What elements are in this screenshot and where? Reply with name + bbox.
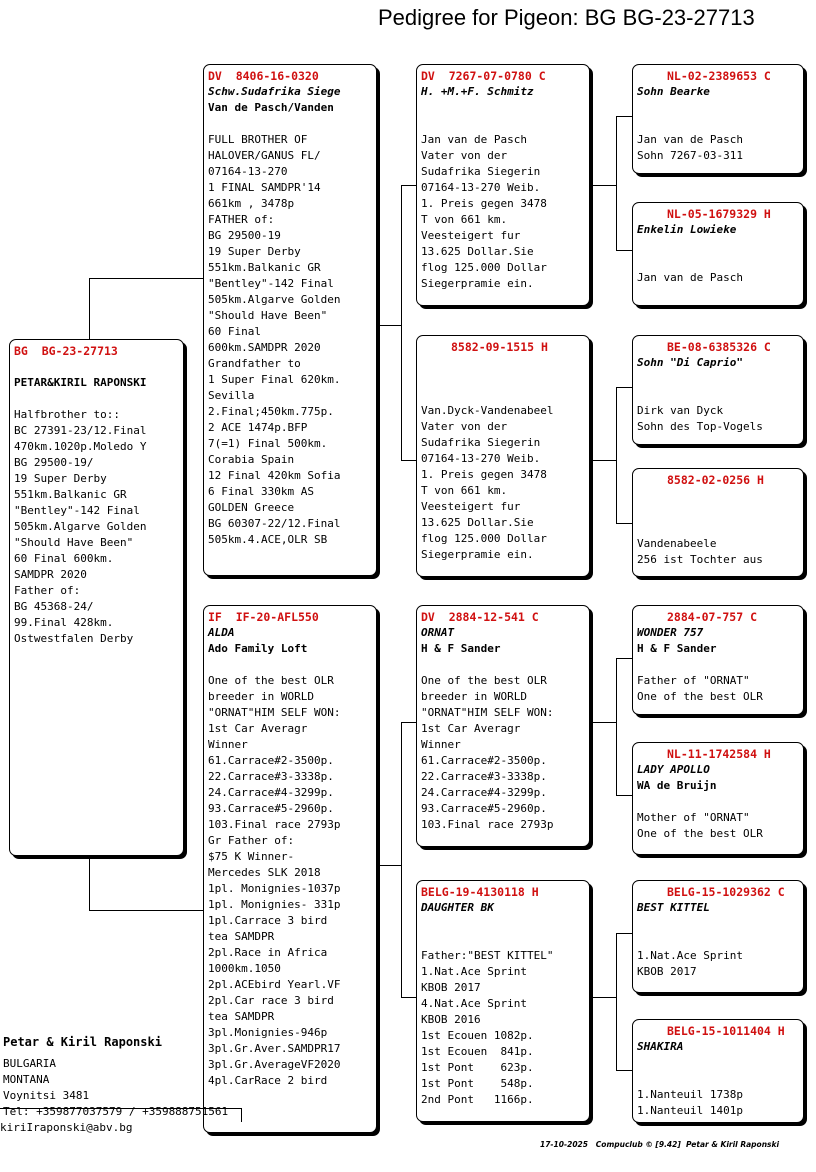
grandmother-paternal-card[interactable] — [416, 335, 590, 577]
ggp-fff-card[interactable] — [632, 64, 804, 174]
notes: Jan van de Pasch — [637, 271, 743, 284]
connector — [616, 933, 633, 934]
grandfather-maternal-card[interactable] — [416, 605, 590, 847]
connector — [616, 658, 633, 659]
ring-number: 2884-07-757 C — [667, 610, 758, 624]
owner-country: BULGARIA — [3, 1057, 56, 1070]
grandmother-maternal-card[interactable] — [416, 880, 590, 1122]
notes: Father of "ORNAT" One of the best OLR — [637, 674, 763, 703]
owner-name: Petar & Kiril Raponski — [3, 1035, 162, 1049]
breeder-name — [421, 916, 584, 932]
subject-card[interactable] — [9, 339, 184, 856]
notes: One of the best OLR breeder in WORLD "ORNAT"HIM SELF WON: 1st Car Averagr Winner 61.Carrace#2-3500p. 22.Carrace#3-3338p. 24.Carrace#4-3299p. 93.Carrace#5-2960p. 103.Final race 2793p Gr Father of: $75 K Winner- Mercedes SLK 2018 1pl. Monignies-1037p 1pl. Monignies- 331p 1pl.Carrace 3 bird tea SAMDPR 2pl.Race in Africa 1000km.1050 2pl.ACEbird Yearl.VF 2pl.Car race 3 bird tea SAMDPR 3pl.Monignies-946p 3pl.Gr.Aver.SAMDPR17 3pl.Gr.AverageVF2020 4pl.CarRace 2 bird — [208, 674, 341, 1087]
connector — [616, 795, 633, 796]
connector — [377, 325, 401, 326]
pigeon-name: Sohn "Di Caprio" — [637, 356, 743, 369]
notes: Van.Dyck-Vandenabeel Vater von der Sudafrika Siegerin 07164-13-270 Weib. 1. Preis gegen 3478 T von 661 km. Veesteigert fur 13.625 Dollar.Sie flog 125.000 Dollar Siegerpramie ein. — [421, 404, 554, 561]
ring-number: BELG-19-4130118 H — [421, 885, 539, 899]
connector — [616, 387, 633, 388]
ggp-fmf-card[interactable] — [632, 335, 804, 445]
breeder-name: Ado Family Loft — [208, 642, 308, 655]
connector — [590, 460, 616, 461]
owner-info — [0, 1034, 243, 1136]
ggp-fmm-card[interactable] — [632, 468, 804, 577]
connector — [401, 460, 417, 461]
connector — [616, 116, 617, 250]
ggp-mfm-card[interactable] — [632, 742, 804, 855]
connector — [616, 523, 633, 524]
pigeon-name: SHAKIRA — [637, 1040, 684, 1053]
pigeon-name: H. +M.+F. Schmitz — [421, 85, 534, 98]
connector — [616, 1070, 633, 1071]
notes: Mother of "ORNAT" One of the best OLR — [637, 811, 763, 840]
footer-credit: 17-10-2025 Compuclub © [9.42] Petar & Kiril Raponski — [540, 1140, 780, 1149]
connector — [89, 910, 204, 911]
ring-number: NL-05-1679329 H — [667, 207, 771, 221]
ring-number: 8582-02-0256 H — [667, 473, 764, 487]
pigeon-name: Sohn Bearke — [637, 85, 710, 98]
connector — [590, 185, 616, 186]
ring-number: BE-08-6385326 C — [667, 340, 771, 354]
notes: Dirk van Dyck Sohn des Top-Vogels — [637, 404, 763, 433]
connector — [616, 933, 617, 1070]
connector — [89, 278, 90, 340]
connector — [89, 278, 204, 279]
connector — [401, 185, 402, 460]
owner-region: MONTANA — [3, 1073, 50, 1086]
ring-number: BELG-15-1029362 C — [667, 885, 785, 899]
notes: 1.Nanteuil 1738p 1.Nanteuil 1401p — [637, 1088, 743, 1117]
breeder-name — [421, 100, 584, 116]
connector — [401, 997, 417, 998]
connector — [616, 658, 617, 795]
notes: Jan van de Pasch Vater von der Sudafrika Siegerin 07164-13-270 Weib. 1. Preis gegen 3478 T von 661 km. Veesteigert fur 13.625 Dollar.Sie flog 125.000 Dollar Siegerpramie ein. — [421, 133, 547, 290]
father-card[interactable] — [203, 64, 377, 576]
notes: FULL BROTHER OF HALOVER/GANUS FL/ 07164-13-270 1 FINAL SAMDPR'14 661km , 3478p FATHER of: BG 29500-19 19 Super Derby 551km.Balkanic GR "Bentley"-142 Final 505km.Algarve Golden "Should Have Been" 60 Final 600km.SAMDPR 2020 Grandfather to 1 Super Final 620km. Sevilla 2.Final;450km.775p. 2 ACE 1474p.BFP 7(=1) Final 500km. Corabia Spain 12 Final 420km Sofia 6 Final 330km AS GOLDEN Greece BG 60307-22/12.Final 505km.4.ACE,OLR SB — [208, 133, 341, 546]
ggp-mmm-card[interactable] — [632, 1019, 804, 1123]
connector — [616, 387, 617, 523]
breeder-name: Van de Pasch/Vanden — [208, 101, 334, 114]
pigeon-name — [421, 355, 584, 371]
notes: Jan van de Pasch Sohn 7267-03-311 — [637, 133, 743, 162]
ggp-mff-card[interactable] — [632, 605, 804, 715]
breeder-name: H & F Sander — [421, 642, 501, 655]
connector — [401, 722, 402, 997]
ring-number: DV 8406-16-0320 — [208, 69, 319, 83]
notes: Halfbrother to:: BC 27391-23/12.Final 470km.1020p.Moledo Y BG 29500-19/ 19 Super Derby 551km.Balkanic GR "Bentley"-142 Final 505km.Algarve Golden "Should Have Been" 60 Final 600km. SAMDPR 2020 Father of: BG 45368-24/ 99.Final 428km. Ostwestfalen Derby — [14, 408, 147, 645]
notes: 1.Nat.Ace Sprint KBOB 2017 — [637, 949, 743, 978]
pigeon-name: WONDER 757 — [637, 626, 704, 639]
ring-number: NL-11-1742584 H — [667, 747, 771, 761]
owner-email: kiriIraponski@abv.bg — [0, 1121, 133, 1134]
connector — [590, 722, 616, 723]
pigeon-name: LADY APOLLO — [637, 763, 710, 776]
ring-number: BG BG-23-27713 — [14, 344, 118, 358]
page-title: Pedigree for Pigeon: BG BG-23-27713 — [378, 5, 755, 30]
ggp-mmf-card[interactable] — [632, 880, 804, 993]
breeder-name: PETAR&KIRIL RAPONSKI — [14, 376, 147, 389]
pigeon-name: Schw.Sudafrika Siege — [208, 85, 341, 98]
connector — [401, 722, 417, 723]
ring-number: 8582-09-1515 H — [451, 340, 548, 354]
pigeon-name: BEST KITTEL — [637, 901, 710, 914]
pigeon-name: ALDA — [208, 626, 235, 639]
connector — [590, 997, 616, 998]
notes: One of the best OLR breeder in WORLD "ORNAT"HIM SELF WON: 1st Car Averagr Winner 61.Carrace#2-3500p. 22.Carrace#3-3338p. 24.Carrace#4-3299p. 93.Carrace#5-2960p. 103.Final race 2793p — [421, 674, 554, 831]
pigeon-name: Enkelin Lowieke — [637, 223, 737, 236]
ring-number: DV 2884-12-541 C — [421, 610, 539, 624]
breeder-name: H & F Sander — [637, 642, 717, 655]
connector — [401, 185, 417, 186]
connector — [616, 116, 633, 117]
connector — [616, 250, 633, 251]
connector — [89, 855, 90, 910]
ring-number: NL-02-2389653 C — [667, 69, 771, 83]
pigeon-name: DAUGHTER BK — [421, 901, 494, 914]
ring-number: DV 7267-07-0780 C — [421, 69, 546, 83]
owner-town: Voynitsi 3481 — [3, 1089, 90, 1102]
pigeon-name: ORNAT — [421, 626, 455, 639]
pigeon-name — [637, 488, 798, 504]
notes: Father:"BEST KITTEL" 1.Nat.Ace Sprint KBOB 2017 4.Nat.Ace Sprint KBOB 2016 1st Ecouen 1082p. 1st Ecouen 841p. 1st Pont 623p. 1st Pont 548p. 2nd Pont 1166p. — [421, 949, 554, 1106]
owner-phone: Tel: +359877037579 / +359888751561 — [3, 1105, 229, 1118]
ring-number: BELG-15-1011404 H — [667, 1024, 785, 1038]
notes: Vandenabeele 256 ist Tochter aus — [637, 537, 763, 566]
connector — [377, 865, 401, 866]
ring-number: IF IF-20-AFL550 — [208, 610, 319, 624]
breeder-name — [421, 371, 584, 387]
grandfather-paternal-card[interactable] — [416, 64, 590, 306]
breeder-name: WA de Bruijn — [637, 779, 717, 792]
ggp-ffm-card[interactable] — [632, 202, 804, 306]
